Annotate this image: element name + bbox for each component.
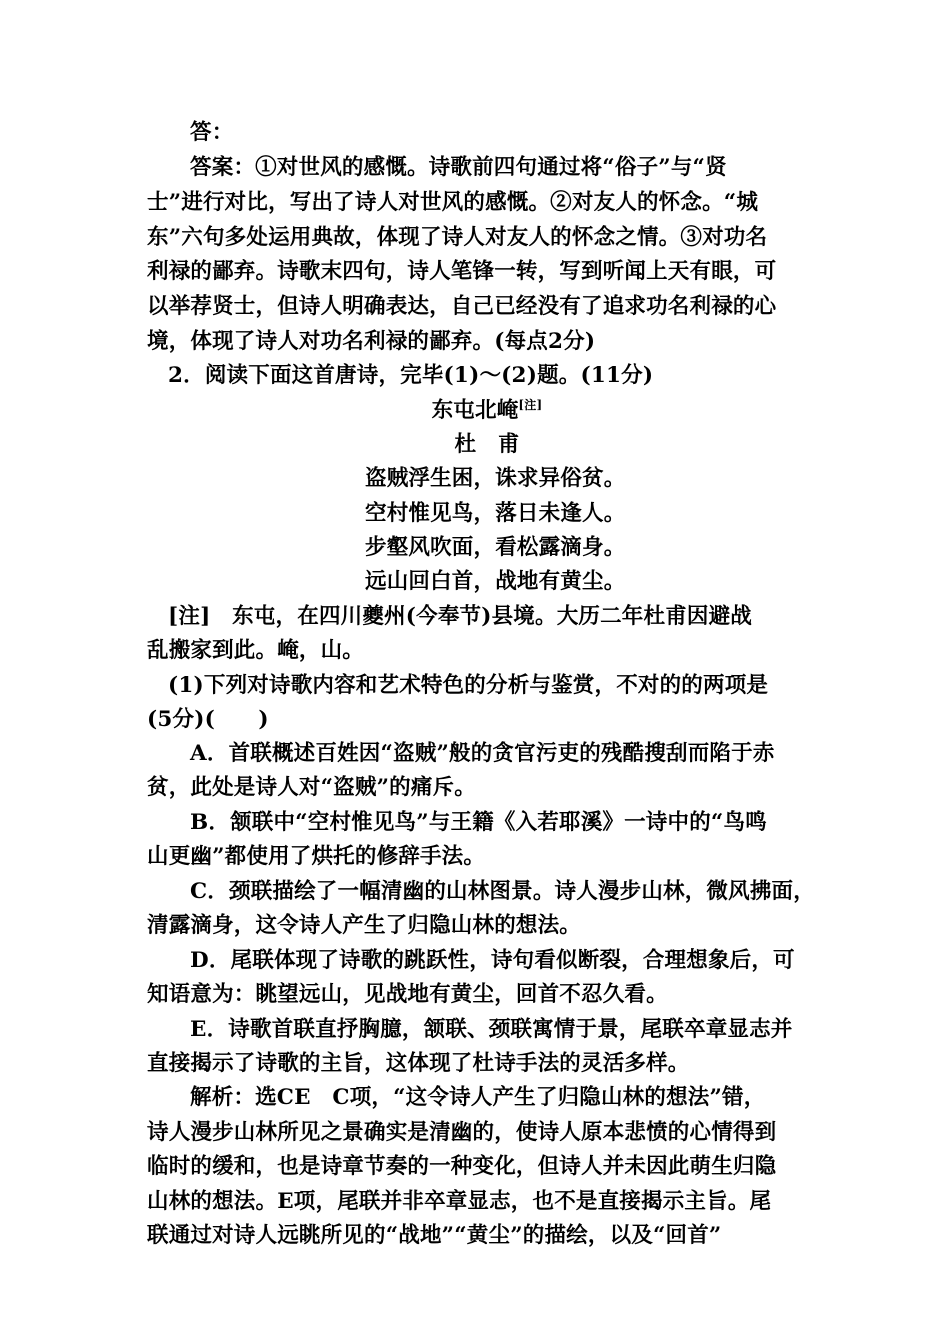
question-heading: 2．阅读下面这首唐诗，完毕(1)～(2)题。(11分) xyxy=(168,363,654,388)
poem-title xyxy=(147,394,827,428)
option-c: 清露滴身，这令诗人产生了归隐山林的想法。 xyxy=(147,913,582,938)
poem-note: [注] 东屯，在四川夔州(今奉节)县境。大历二年杜甫因避战 xyxy=(168,604,752,629)
option-b: 山更幽”都使用了烘托的修辞手法。 xyxy=(147,844,486,869)
question-stem: (5分)( ) xyxy=(147,707,269,732)
option-d: 知语意为：眺望远山，见战地有黄尘，回首不忍久看。 xyxy=(147,982,668,1007)
answer-line: 利禄的鄙弃。诗歌末四句，诗人笔锋一转，写到听闻上天有眼，可 xyxy=(147,259,777,284)
analysis-line: 山林的想法。E项，尾联并非卒章显志，也不是直接揭示主旨。尾 xyxy=(147,1189,772,1214)
analysis-line: 解析：选CE C项，“这令诗人产生了归隐山林的想法”错， xyxy=(190,1085,766,1110)
poem-verse: 步壑风吹面，看松露滴身。 xyxy=(365,535,626,560)
poem-title-text: 东屯北崦 xyxy=(431,398,519,423)
option-a: A．首联概述百姓因“盗贼”般的贪官污吏的残酷搜刮而陷于赤 xyxy=(190,741,775,766)
option-c: C．颈联描绘了一幅清幽的山林图景。诗人漫步山林，微风拂面， xyxy=(190,879,815,904)
analysis-line: 临时的缓和，也是诗章节奏的一种变化，但诗人并未因此萌生归隐 xyxy=(147,1154,777,1179)
analysis-line: 诗人漫步山林所见之景确实是清幽的，使诗人原本悲愤的心情得到 xyxy=(147,1120,777,1145)
option-a: 贫，此处是诗人对“盗贼”的痛斥。 xyxy=(147,775,476,800)
answer-line: 东”六句多处运用典故，体现了诗人对友人的怀念之情。③对功名 xyxy=(147,225,768,250)
answer-line: 境，体现了诗人对功名利禄的鄙弃。(每点2分) xyxy=(147,329,596,354)
poem-verse: 空村惟见鸟，落日未逢人。 xyxy=(365,501,626,526)
poem-author: 杜 甫 xyxy=(454,432,520,457)
answer-line: 士”进行对比，写出了诗人对世风的感慨。②对友人的怀念。“城 xyxy=(147,190,759,215)
analysis-line: 联通过对诗人远眺所见的“战地”“黄尘”的描绘，以及“回首” xyxy=(147,1223,722,1248)
answer-label: 答： xyxy=(190,120,234,145)
poem-verse: 盗贼浮生困，诛求异俗贫。 xyxy=(365,466,626,491)
answer-line: 答案：①对世风的感慨。诗歌前四句通过将“俗子”与“贤 xyxy=(190,155,727,180)
option-e: E．诗歌首联直抒胸臆，颔联、颈联寓情于景，尾联卒章显志并 xyxy=(190,1017,793,1042)
question-stem: (1)下列对诗歌内容和艺术特色的分析与鉴赏，不对的的两项是 xyxy=(168,673,769,698)
option-b: B．颔联中“空村惟见鸟”与王籍《入若耶溪》一诗中的“鸟鸣 xyxy=(190,810,767,835)
answer-line: 以举荐贤士，但诗人明确表达，自己已经没有了追求功名利禄的心 xyxy=(147,294,777,319)
poem-title-note: [注] xyxy=(518,397,543,412)
poem-verse: 远山回白首，战地有黄尘。 xyxy=(365,569,626,594)
option-d: D．尾联体现了诗歌的跳跃性，诗句看似断裂，合理想象后，可 xyxy=(190,948,795,973)
poem-note: 乱搬家到此。崦，山。 xyxy=(147,638,365,663)
option-e: 直接揭示了诗歌的主旨，这体现了杜诗手法的灵活多样。 xyxy=(147,1051,690,1076)
